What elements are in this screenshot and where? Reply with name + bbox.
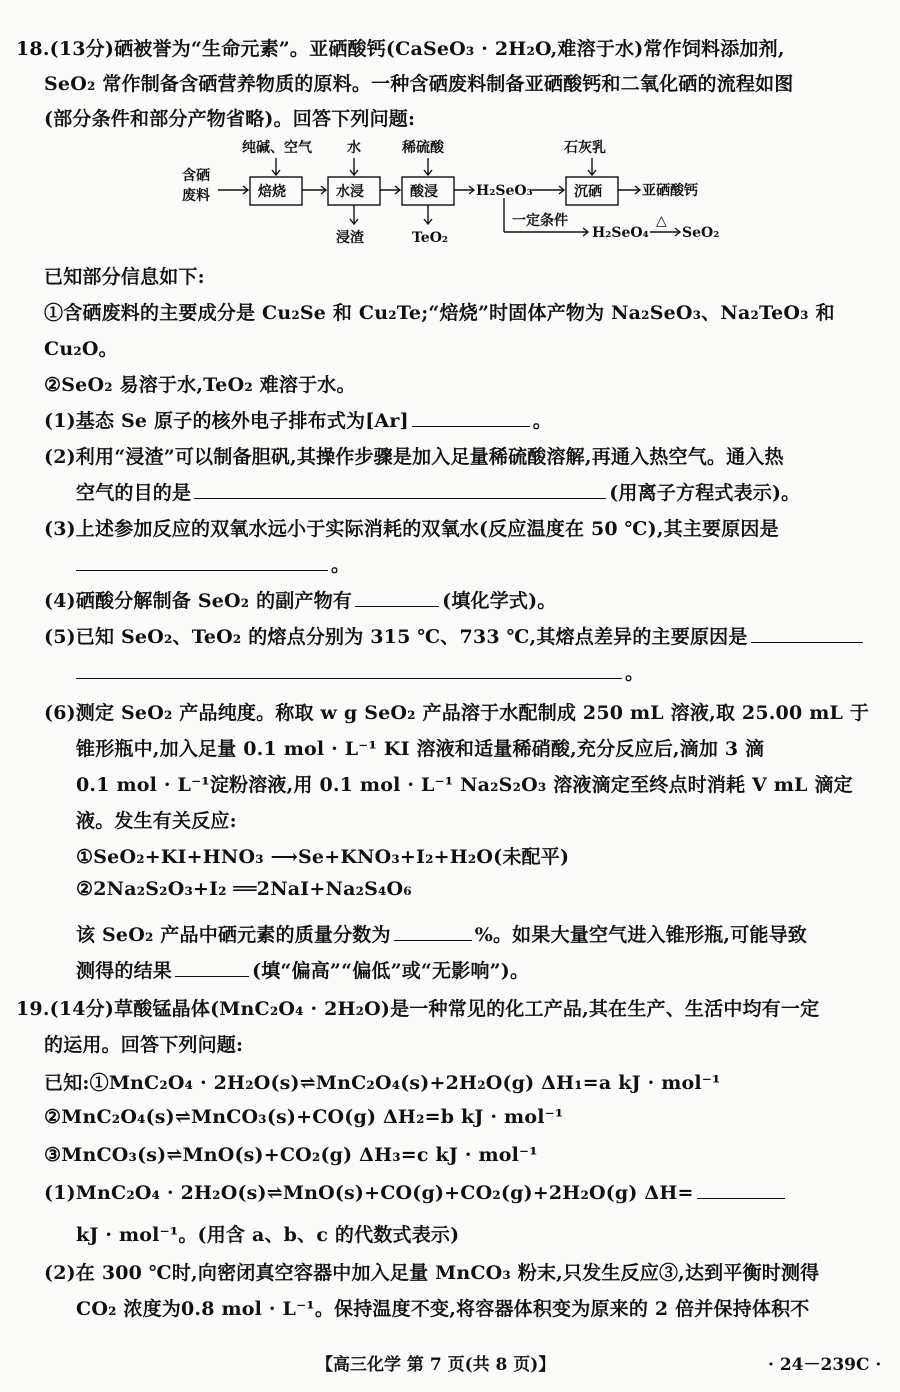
flow-h2seo4: H₂SeO₄ [592, 225, 649, 241]
q18-r2: ②2Na₂S₂O₃+I₂ ══2NaI+Na₂S₄O₆ [76, 878, 412, 900]
q18-p1: (1)基态 Se 原子的核外电子排布式为[Ar] 。 [44, 410, 552, 432]
answer-blank [175, 960, 249, 977]
process-flow-diagram [180, 128, 740, 252]
flow-reagent-leach: 水 [347, 140, 361, 156]
q18-line2: SeO₂ 常作制备含硒营养物质的原料。一种含硒废料制备亚硒酸钙和二氧化硒的流程如图 [44, 73, 794, 95]
q18-p6c: 0.1 mol · L⁻¹淀粉溶液,用 0.1 mol · L⁻¹ Na₂S₂O₃ 溶液滴定至终点时消耗 V mL 滴定 [76, 774, 853, 796]
flow-condition: 一定条件 [512, 213, 568, 229]
flow-product1: 亚硒酸钙 [642, 183, 698, 199]
flow-box-acid-label: 酸浸 [410, 184, 438, 200]
answer-blank [697, 1182, 785, 1199]
q18-p6f: 测得的结果 (填“偏高”“偏低”或“无影响”)。 [76, 960, 530, 982]
answer-blank [751, 626, 863, 643]
q18-line3: (部分条件和部分产物省略)。回答下列问题: [44, 108, 416, 130]
q18-p6a: (6)测定 SeO₂ 产品纯度。称取 w g SeO₂ 产品溶于水配制成 250 mL 溶液,取 25.00 mL 于 [44, 702, 870, 724]
q19-k3: ③MnCO₃(s)⇌MnO(s)+CO₂(g) ΔH₃=c kJ · mol⁻¹ [44, 1144, 538, 1166]
info2: ②SeO₂ 易溶于水,TeO₂ 难溶于水。 [44, 374, 356, 396]
flow-box-roast-label: 焙烧 [258, 184, 286, 200]
answer-blank [394, 924, 472, 941]
info1b: Cu₂O。 [44, 338, 118, 360]
q18-p2a: (2)利用“浸渣”可以制备胆矾,其操作步骤是加入足量稀硫酸溶解,再通入热空气。通入热 [44, 446, 784, 468]
q18-p3a: (3)上述参加反应的双氧水远小于实际消耗的双氧水(反应温度在 50 ℃),其主要原因是 [44, 518, 779, 540]
q18-p5b: 。 [76, 658, 644, 685]
answer-blank [194, 482, 606, 499]
q18-line1: 18.(13分)硒被誉为“生命元素”。亚硒酸钙(CaSeO₃ · 2H₂O,难溶于水)常作饲料添加剂, [16, 38, 785, 60]
flow-reagent-precip: 石灰乳 [564, 140, 606, 156]
flow-box-precip-label: 沉硒 [574, 184, 602, 200]
q19-line2: 的运用。回答下列问题: [44, 1034, 244, 1056]
flow-box-leach-label: 水浸 [336, 184, 364, 200]
q19-k1: 已知:①MnC₂O₄ · 2H₂O(s)⇌MnC₂O₄(s)+2H₂O(g) ΔH₁=a kJ · mol⁻¹ [44, 1072, 721, 1094]
flow-product2: SeO₂ [682, 225, 720, 241]
flow-input-1: 含硒 [182, 168, 210, 184]
footer-code: · 24－239C · [768, 1355, 882, 1375]
q19-line1: 19.(14分)草酸锰晶体(MnC₂O₄ · 2H₂O)是一种常见的化工产品,其在生产、生活中均有一定 [16, 998, 820, 1020]
answer-blank [76, 662, 622, 679]
q18-p2b: 空气的目的是 (用离子方程式表示)。 [76, 482, 801, 504]
q19-k2: ②MnC₂O₄(s)⇌MnCO₃(s)+CO(g) ΔH₂=b kJ · mol⁻¹ [44, 1106, 564, 1128]
q19-p2b: CO₂ 浓度为0.8 mol · L⁻¹。保持温度不变,将容器体积变为原来的 2 倍并保持体积不 [76, 1298, 810, 1320]
q19-p2a: (2)在 300 ℃时,向密闭真空容器中加入足量 MnCO₃ 粉末,只发生反应③,达到平衡时测得 [44, 1262, 820, 1284]
answer-blank [355, 590, 439, 607]
q18-p4: (4)硒酸分解制备 SeO₂ 的副产物有 (填化学式)。 [44, 590, 557, 612]
flow-out-acid: TeO₂ [412, 230, 449, 246]
q18-p5a: (5)已知 SeO₂、TeO₂ 的熔点分别为 315 ℃、733 ℃,其熔点差异的主要原因是 [44, 622, 866, 649]
info1a: ①含硒废料的主要成分是 Cu₂Se 和 Cu₂Te;“焙烧”时固体产物为 Na₂SeO₃、Na₂TeO₃ 和 [44, 302, 835, 324]
q19-p1b: kJ · mol⁻¹。(用含 a、b、c 的代数式表示) [76, 1224, 460, 1246]
q18-p6d: 液。发生有关反应: [76, 810, 237, 832]
answer-blank [76, 554, 328, 571]
flow-input-2: 废料 [182, 188, 210, 204]
flow-reagent-acid: 稀硫酸 [402, 140, 444, 156]
flow-heat: △ [656, 213, 667, 229]
flow-mid: H₂SeO₃ [476, 183, 533, 199]
q18-p3b: 。 [76, 550, 350, 577]
q18-p6e: 该 SeO₂ 产品中硒元素的质量分数为 %。如果大量空气进入锥形瓶,可能导致 [76, 924, 807, 946]
q18-p6b: 锥形瓶中,加入足量 0.1 mol · L⁻¹ KI 溶液和适量稀硝酸,充分反应后,滴加 3 滴 [76, 738, 765, 760]
q19-p1a: (1)MnC₂O₄ · 2H₂O(s)⇌MnO(s)+CO(g)+CO₂(g)+2H₂O(g) ΔH= [44, 1182, 788, 1204]
flow-reagent-roast: 纯碱、空气 [242, 140, 312, 156]
flow-out-leach: 浸渣 [336, 230, 364, 246]
known-title: 已知部分信息如下: [44, 266, 205, 288]
answer-blank [412, 410, 530, 427]
footer-page-label: 【高三化学 第 7 页(共 8 页)】 [316, 1355, 556, 1375]
q18-r1: ①SeO₂+KI+HNO₃ ⟶Se+KNO₃+I₂+H₂O(未配平) [76, 846, 570, 868]
